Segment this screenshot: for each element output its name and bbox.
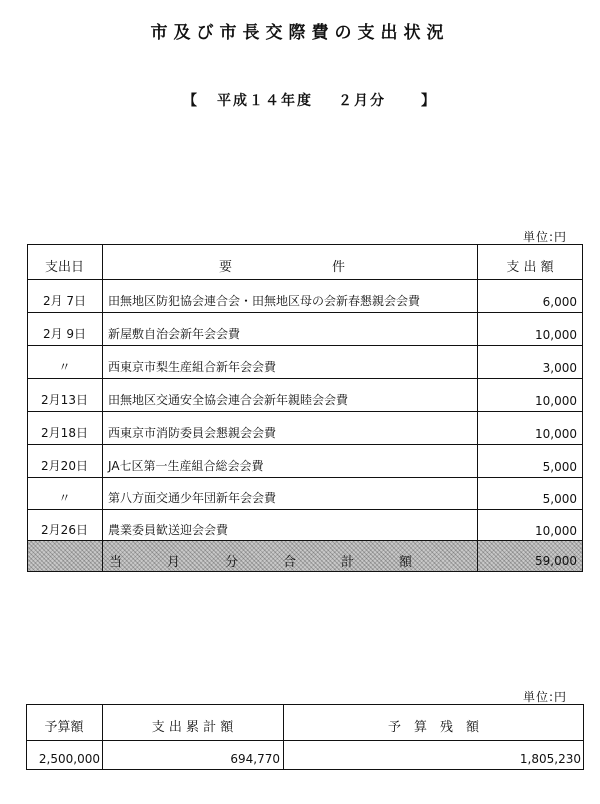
row-date: 2月13日 (41, 393, 88, 407)
page-title: 市及び市長交際費の支出状況 (150, 23, 450, 43)
header-budget: 予算額 (44, 720, 84, 735)
row-matter: JA七区第一生産組合総会会費 (108, 459, 264, 473)
header-matter-1: 要 (219, 260, 233, 275)
row-amount: 10,000 (535, 394, 577, 408)
total-label-char: 合 (283, 555, 297, 570)
expense-table (27, 244, 583, 572)
period-month: ２月分 (338, 93, 386, 109)
row-date: 2月26日 (41, 523, 88, 537)
row-amount: 3,000 (542, 361, 577, 375)
header-cumulative: 支 出 累 計 額 (151, 720, 234, 735)
total-label-char: 計 (341, 555, 355, 570)
period-open-bracket: 【 (183, 93, 197, 109)
row-matter: 農業委員歓送迎会会費 (108, 523, 229, 537)
header-amount: 支 出 額 (506, 260, 554, 275)
row-date: 2月18日 (41, 426, 88, 440)
header-matter-2: 件 (332, 260, 346, 275)
budget-table (26, 704, 584, 770)
row-matter: 新屋敷自治会新年会会費 (108, 327, 241, 341)
row-amount: 10,000 (535, 427, 577, 441)
total-label-char: 月 (167, 555, 181, 570)
row-date: 〃 (58, 491, 71, 505)
row-date: 〃 (58, 360, 71, 374)
cumulative-value: 694,770 (230, 752, 280, 766)
row-amount: 6,000 (542, 295, 577, 309)
total-label-char: 分 (225, 555, 239, 570)
period-fiscal-year: 平成１４年度 (217, 93, 313, 109)
remaining-value: 1,805,230 (519, 752, 581, 766)
budget-value: 2,500,000 (38, 752, 100, 766)
row-matter: 西東京市消防委員会懇親会会費 (108, 426, 277, 440)
total-label-char: 当 (109, 555, 123, 570)
row-matter: 田無地区交通安全協会連合会新年親睦会会費 (108, 393, 349, 407)
header-remaining: 予 算 残 額 (387, 720, 479, 735)
row-amount: 10,000 (535, 328, 577, 342)
row-amount: 5,000 (542, 492, 577, 506)
row-matter: 田無地区防犯協会連合会・田無地区母の会新春懇親会会費 (108, 294, 421, 308)
row-date: 2月 7日 (42, 294, 87, 308)
budget-unit-label: 単位:円 (523, 690, 568, 704)
period-close-bracket: 】 (421, 93, 435, 109)
row-amount: 10,000 (535, 524, 577, 538)
row-matter: 第八方面交通少年団新年会会費 (108, 491, 277, 505)
row-amount: 5,000 (542, 460, 577, 474)
total-amount: 59,000 (535, 554, 577, 568)
total-label-char: 額 (399, 555, 413, 570)
row-date: 2月20日 (41, 459, 88, 473)
row-date: 2月 9日 (42, 327, 87, 341)
header-date: 支出日 (44, 260, 84, 275)
unit-label: 単位:円 (523, 230, 568, 244)
row-matter: 西東京市梨生産組合新年会会費 (108, 360, 277, 374)
